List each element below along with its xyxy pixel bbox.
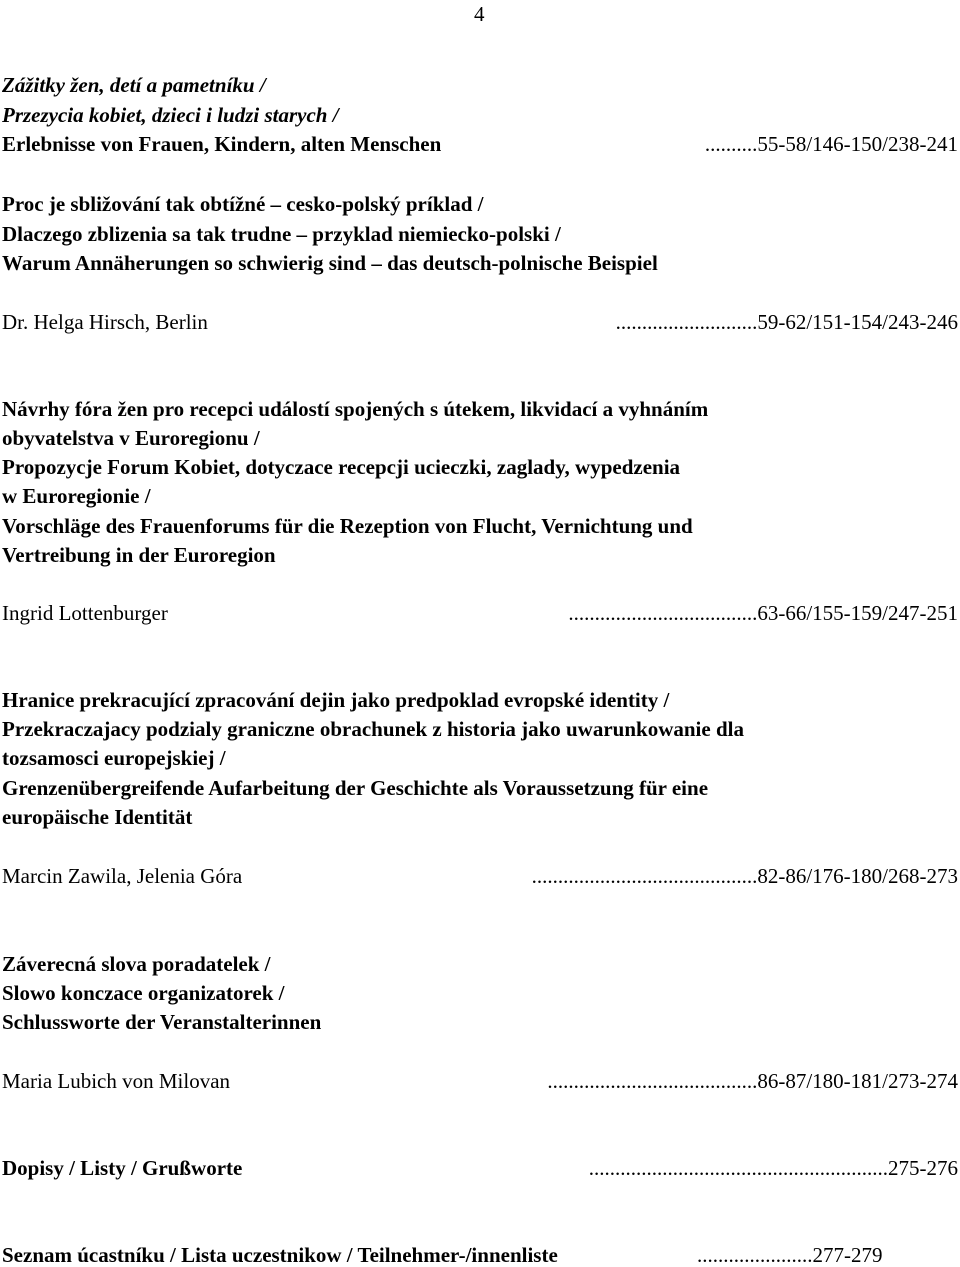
page-number: 4 <box>474 2 485 26</box>
entry-title-line: Schlussworte der Veranstalterinnen <box>2 1010 322 1034</box>
entry-title-line: Przezycia kobiet, dzieci i ludzi starych / <box>2 103 339 127</box>
entry-title-line: Dopisy / Listy / Grußworte <box>2 1156 243 1180</box>
entry-title-line: Vertreibung in der Euroregion <box>2 543 276 567</box>
entry-title-line: Slowo konczace organizatorek / <box>2 981 285 1005</box>
entry-author: Ingrid Lottenburger <box>2 601 168 625</box>
entry-pages: ..........55-58/146-150/238-241 <box>704 132 958 156</box>
entry-title-line: Zážitky žen, detí a pametníku / <box>2 73 266 97</box>
entry-pages: ......................277-279 <box>697 1243 883 1267</box>
entry-author: Marcin Zawila, Jelenia Góra <box>2 864 243 888</box>
entry-pages: .........................................................275-276 <box>588 1156 958 1180</box>
entry-title-line: Vorschläge des Frauenforums für die Rezeption von Flucht, Vernichtung und <box>2 514 693 538</box>
entry-title-line: Warum Annäherungen so schwierig sind – das deutsch-polnische Beispiel <box>2 251 658 275</box>
entry-title-line: tozsamosci europejskiej / <box>2 746 226 770</box>
entry-title-line: w Euroregionie / <box>2 484 151 508</box>
entry-pages: ....................................63-66/155-159/247-251 <box>568 601 958 625</box>
entry-title-line: Grenzenübergreifende Aufarbeitung der Geschichte als Voraussetzung für eine <box>2 776 709 800</box>
entry-author: Dr. Helga Hirsch, Berlin <box>2 310 208 334</box>
entry-title-line: europäische Identität <box>2 805 193 829</box>
entry-title-line: Propozycje Forum Kobiet, dotyczace recepcji ucieczki, zaglady, wypedzenia <box>2 455 681 479</box>
entry-pages: ........................................86-87/180-181/273-274 <box>547 1069 958 1093</box>
entry-title-line: Proc je sbližování tak obtížné – cesko-polský príklad / <box>2 192 484 216</box>
entry-title-line: Návrhy fóra žen pro recepci událostí spojených s útekem, likvidací a vyhnáním <box>2 397 709 421</box>
entry-title-line: Záverecná slova poradatelek / <box>2 952 271 976</box>
entry-title-line: Hranice prekracující zpracování dejin jako predpoklad evropské identity / <box>2 688 670 712</box>
entry-title-line: Dlaczego zblizenia sa tak trudne – przyklad niemiecko-polski / <box>2 222 561 246</box>
entry-title-line: Erlebnisse von Frauen, Kindern, alten Menschen <box>2 132 442 156</box>
entry-title-line: obyvatelstva v Euroregionu / <box>2 426 260 450</box>
entry-author: Maria Lubich von Milovan <box>2 1069 231 1093</box>
entry-title-line: Przekraczajacy podzialy graniczne obrachunek z historia jako uwarunkowanie dla <box>2 717 744 741</box>
entry-pages: ...........................................82-86/176-180/268-273 <box>531 864 958 888</box>
entry-pages: ...........................59-62/151-154/243-246 <box>615 310 958 334</box>
entry-title-line: Seznam úcastníku / Lista uczestnikow / Teilnehmer-/innenliste <box>2 1243 558 1267</box>
